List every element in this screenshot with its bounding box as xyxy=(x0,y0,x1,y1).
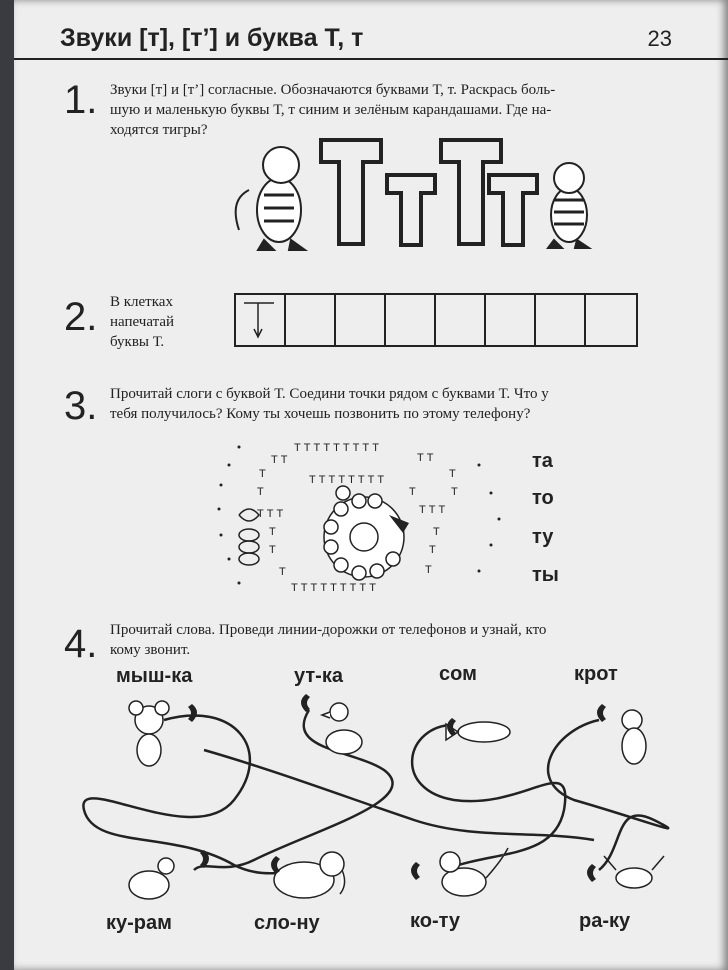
letter-cell[interactable] xyxy=(236,295,286,345)
dotted-telephone-picture xyxy=(209,435,509,600)
word-mouse: мыш-ка xyxy=(116,665,193,687)
catfish-icon xyxy=(446,722,510,742)
mouse-icon xyxy=(129,701,169,766)
svg-text:Т: Т xyxy=(269,526,276,538)
tiger-left-icon xyxy=(236,147,305,250)
word-crayfish: ра-ку xyxy=(579,910,631,932)
syllable-ta: та xyxy=(532,450,553,472)
word-duck: ут-ка xyxy=(294,665,343,687)
phone-handset-icon xyxy=(271,856,280,874)
task-3-line-1: Прочитай слоги с буквой Т. Соедини точки рядом с буквами Т. Что у xyxy=(110,386,549,402)
task-4-line-2: кому звонит. xyxy=(110,642,191,658)
task-3-line-2: тебя получилось? Кому ты хочешь позвонить по этому телефону? xyxy=(110,406,531,422)
letter-cell[interactable] xyxy=(436,295,486,345)
task-2-number: 2. xyxy=(64,295,98,339)
word-mole: крот xyxy=(574,663,618,685)
task-1-line-1: Звуки [т] и [т’] согласные. Обозначаются буквами Т, т. Раскрась боль- xyxy=(110,82,556,98)
svg-text:Т: Т xyxy=(449,468,456,480)
elephant-icon xyxy=(274,852,345,898)
letter-cells-grid xyxy=(234,293,638,347)
phone-handset-icon xyxy=(587,864,596,882)
task-4-number: 4. xyxy=(64,622,98,666)
mole-icon xyxy=(622,710,646,764)
letter-cell[interactable] xyxy=(586,295,636,345)
small-t-left xyxy=(387,175,435,245)
svg-text:Т Т Т Т Т Т Т Т Т: Т Т Т Т Т Т Т Т Т xyxy=(294,442,379,454)
letter-cell[interactable] xyxy=(536,295,586,345)
arrow-down-right-icon xyxy=(240,299,280,341)
svg-text:Т Т Т Т Т Т Т Т Т: Т Т Т Т Т Т Т Т Т xyxy=(291,582,376,594)
task-2-line-3: буквы Т. xyxy=(110,334,165,350)
letter-cell[interactable] xyxy=(286,295,336,345)
duck-icon xyxy=(322,703,362,754)
syllable-to: то xyxy=(532,487,554,509)
svg-text:Т: Т xyxy=(269,544,276,556)
svg-text:Т: Т xyxy=(433,526,440,538)
small-t-right xyxy=(489,175,537,245)
phone-handset-icon xyxy=(301,694,310,712)
phone-handset-icon xyxy=(411,862,420,880)
svg-text:Т: Т xyxy=(259,468,266,480)
word-elephant: сло-ну xyxy=(254,912,320,934)
task-3-number: 3. xyxy=(64,384,98,428)
page-number: 23 xyxy=(647,26,672,51)
svg-text:Т: Т xyxy=(257,486,264,498)
task-1-line-2: шую и маленькую буквы Т, т синим и зелёным карандашами. Где на- xyxy=(110,102,552,118)
svg-text:Т Т Т Т Т Т Т Т: Т Т Т Т Т Т Т Т xyxy=(309,474,385,486)
phone-handset-icon xyxy=(188,704,197,722)
syllable-tu: ту xyxy=(532,526,554,548)
svg-text:Т: Т xyxy=(279,566,286,578)
word-catfish: сом xyxy=(439,663,477,685)
task-2-line-2: напечатай xyxy=(110,314,175,330)
svg-text:Т Т Т: Т Т Т xyxy=(419,504,446,516)
crayfish-icon xyxy=(604,856,664,888)
svg-text:Т: Т xyxy=(409,486,416,498)
svg-text:Т Т Т: Т Т Т xyxy=(257,508,284,520)
task-2-line-1: В клетках xyxy=(110,294,173,310)
maze-lines-picture xyxy=(54,690,694,915)
letter-cell[interactable] xyxy=(486,295,536,345)
letter-cell[interactable] xyxy=(336,295,386,345)
word-hens: ку-рам xyxy=(106,912,172,934)
svg-text:Т Т: Т Т xyxy=(417,452,434,464)
page-header xyxy=(14,18,728,60)
syllable-ty: ты xyxy=(532,564,559,586)
task-1-line-3: ходятся тигры? xyxy=(110,122,208,138)
svg-text:Т: Т xyxy=(451,486,458,498)
svg-text:Т: Т xyxy=(425,564,432,576)
task-1-number: 1. xyxy=(64,78,98,122)
word-cat: ко-ту xyxy=(410,910,461,932)
workbook-page xyxy=(14,0,728,970)
page-title: Звуки [т], [т’] и буква Т, т xyxy=(60,24,364,52)
letters-t-illustration xyxy=(209,130,609,255)
big-t-left xyxy=(321,140,381,244)
hen-icon xyxy=(129,858,174,899)
svg-text:Т Т: Т Т xyxy=(271,454,288,466)
tiger-right-icon xyxy=(548,163,589,248)
letter-cell[interactable] xyxy=(386,295,436,345)
svg-text:Т: Т xyxy=(429,544,436,556)
task-4-line-1: Прочитай слова. Проведи линии-дорожки от телефонов и узнай, кто xyxy=(110,622,547,638)
